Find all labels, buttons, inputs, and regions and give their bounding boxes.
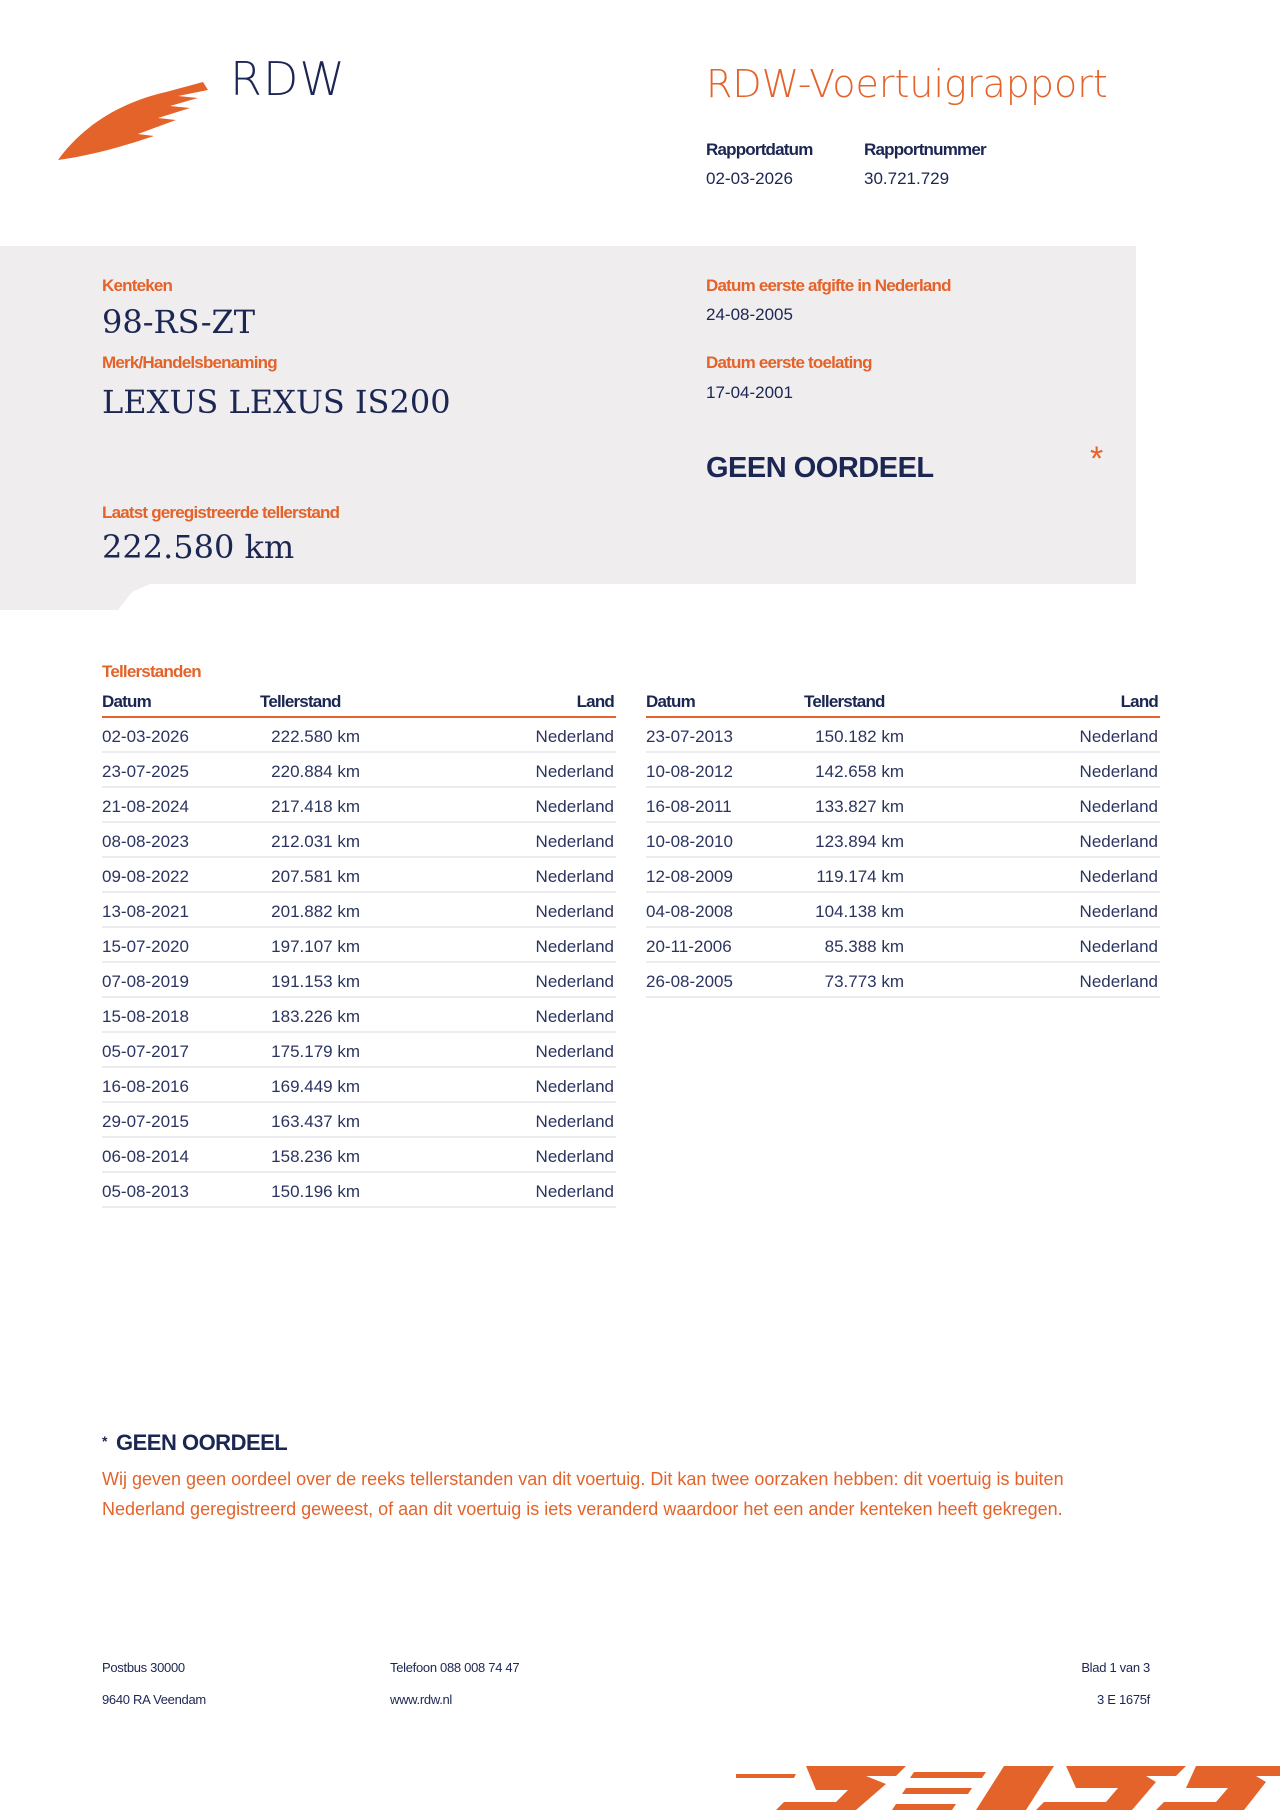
table-row [102,1033,616,1068]
report-number: 30.721.729 [864,169,950,188]
report-date-label: Rapportdatum [706,140,813,159]
table-row [102,858,616,893]
row-odometer: 201.882 km [271,902,360,921]
row-country: Nederland [535,1182,614,1201]
row-date: 09-08-2022 [102,867,189,886]
footer-website: www.rdw.nl [390,1692,453,1707]
row-country: Nederland [535,1112,614,1131]
table-row [646,823,1160,858]
row-date: 10-08-2012 [646,762,733,781]
row-odometer: 133.827 km [815,797,904,816]
row-date: 16-08-2011 [646,797,732,816]
row-odometer: 142.658 km [815,762,904,781]
row-country: Nederland [535,867,614,886]
table-body [102,718,616,1208]
footer-page-number: Blad 1 van 3 [1081,1660,1150,1675]
row-country: Nederland [1079,937,1158,956]
kenteken-value: 98-RS-ZT [102,303,256,341]
row-country: Nederland [535,1147,614,1166]
row-date: 21-08-2024 [102,797,189,816]
col-header-country: Land [1120,692,1158,711]
footnote-text: Wij geven geen oordeel over de reeks tellerstanden van dit voertuig. Dit kan twee oorzaken hebben: dit voertuig is buiten Nederland geregistreerd geweest, of aan dit voertuig is iets veranderd waardoor het een ander kenteken heeft gekregen. [102,1469,1064,1519]
row-odometer: 123.894 km [815,832,904,851]
row-country: Nederland [1079,832,1158,851]
table-row [646,858,1160,893]
table-row [646,963,1160,998]
row-date: 08-08-2023 [102,832,189,851]
col-header-country: Land [576,692,614,711]
table-row [102,788,616,823]
footer-phone: Telefoon 088 008 74 47 [390,1660,520,1675]
row-odometer: 169.449 km [271,1077,360,1096]
last-odometer-label: Laatst geregistreerde tellerstand [102,503,340,522]
report-number-label: Rapportnummer [864,140,986,159]
table-row [102,753,616,788]
row-date: 05-08-2013 [102,1182,189,1201]
row-odometer: 222.580 km [271,727,360,746]
first-issue-nl-label: Datum eerste afgifte in Nederland [706,276,951,295]
col-header-date: Datum [646,692,695,711]
row-odometer: 220.884 km [271,762,360,781]
row-country: Nederland [535,937,614,956]
table-row [646,753,1160,788]
row-date: 05-07-2017 [102,1042,189,1061]
row-odometer: 217.418 km [271,797,360,816]
row-date: 29-07-2015 [102,1112,189,1131]
footnote-asterisk: * [102,1433,108,1449]
row-odometer: 104.138 km [815,902,904,921]
first-admission-value: 17-04-2001 [706,383,793,402]
row-country: Nederland [1079,727,1158,746]
row-country: Nederland [535,1042,614,1061]
table-row [102,823,616,858]
table-row [102,963,616,998]
table-row [646,788,1160,823]
footer-postbus: Postbus 30000 [102,1660,185,1675]
col-header-odometer: Tellerstand [804,692,885,711]
table-row [102,928,616,963]
row-country: Nederland [535,727,614,746]
row-country: Nederland [535,832,614,851]
report-title: RDW-Voertuigrapport [706,62,1108,106]
row-odometer: 183.226 km [271,1007,360,1026]
brand-name: RDW [230,52,346,106]
merk-value: LEXUS LEXUS IS200 [102,383,451,421]
row-date: 06-08-2014 [102,1147,189,1166]
row-date: 07-08-2019 [102,972,189,991]
footnote-title: GEEN OORDEEL [116,1430,288,1455]
row-country: Nederland [535,1077,614,1096]
row-country: Nederland [1079,972,1158,991]
row-odometer: 150.196 km [271,1182,360,1201]
row-odometer: 158.236 km [271,1147,360,1166]
table-row [646,893,1160,928]
row-odometer: 163.437 km [271,1112,360,1131]
row-date: 10-08-2010 [646,832,733,851]
row-country: Nederland [1079,902,1158,921]
table-row [102,1173,616,1208]
table-header [646,690,1160,718]
panel-notch [0,584,150,610]
row-country: Nederland [535,1007,614,1026]
row-date: 23-07-2013 [646,727,733,746]
merk-label: Merk/Handelsbenaming [102,353,277,372]
table-row [102,1103,616,1138]
table-row [102,1138,616,1173]
table-row [102,718,616,753]
col-header-date: Datum [102,692,151,711]
row-date: 13-08-2021 [102,902,189,921]
row-date: 12-08-2009 [646,867,733,886]
odometer-table-right [646,690,1160,998]
first-issue-nl-value: 24-08-2005 [706,305,793,324]
row-odometer: 207.581 km [271,867,360,886]
table-body [646,718,1160,998]
first-admission-label: Datum eerste toelating [706,353,872,372]
row-date: 04-08-2008 [646,902,733,921]
rdw-logo-icon [58,82,210,162]
row-odometer: 119.174 km [816,867,904,886]
row-date: 20-11-2006 [646,937,732,956]
last-odometer-value: 222.580 km [102,528,295,566]
row-odometer: 73.773 km [824,972,904,991]
row-country: Nederland [1079,797,1158,816]
row-country: Nederland [535,902,614,921]
footer-city: 9640 RA Veendam [102,1692,206,1707]
report-date: 02-03-2026 [706,169,793,188]
table-row [646,928,1160,963]
row-country: Nederland [535,972,614,991]
verdict-text: GEEN OORDEEL [706,452,934,484]
row-country: Nederland [1079,762,1158,781]
row-date: 16-08-2016 [102,1077,189,1096]
footer-document-code: 3 E 1675f [1097,1692,1150,1707]
table-row [646,718,1160,753]
col-header-odometer: Tellerstand [260,692,341,711]
table-row [102,893,616,928]
kenteken-label: Kenteken [102,276,173,295]
row-odometer: 175.179 km [271,1042,360,1061]
row-date: 23-07-2025 [102,762,189,781]
row-country: Nederland [1079,867,1158,886]
verdict-asterisk: * [1090,440,1104,478]
row-odometer: 197.107 km [271,937,360,956]
row-odometer: 85.388 km [824,937,904,956]
table-row [102,1068,616,1103]
row-odometer: 212.031 km [271,832,360,851]
row-odometer: 191.153 km [271,972,360,991]
row-date: 02-03-2026 [102,727,189,746]
odometer-section-title: Tellerstanden [102,662,201,681]
row-country: Nederland [535,762,614,781]
odometer-table-left [102,690,616,1208]
row-date: 15-08-2018 [102,1007,189,1026]
table-header [102,690,616,718]
row-country: Nederland [535,797,614,816]
row-date: 15-07-2020 [102,937,189,956]
rdw-stripes-icon [736,1762,1280,1811]
row-date: 26-08-2005 [646,972,733,991]
table-row [102,998,616,1033]
row-odometer: 150.182 km [815,727,904,746]
